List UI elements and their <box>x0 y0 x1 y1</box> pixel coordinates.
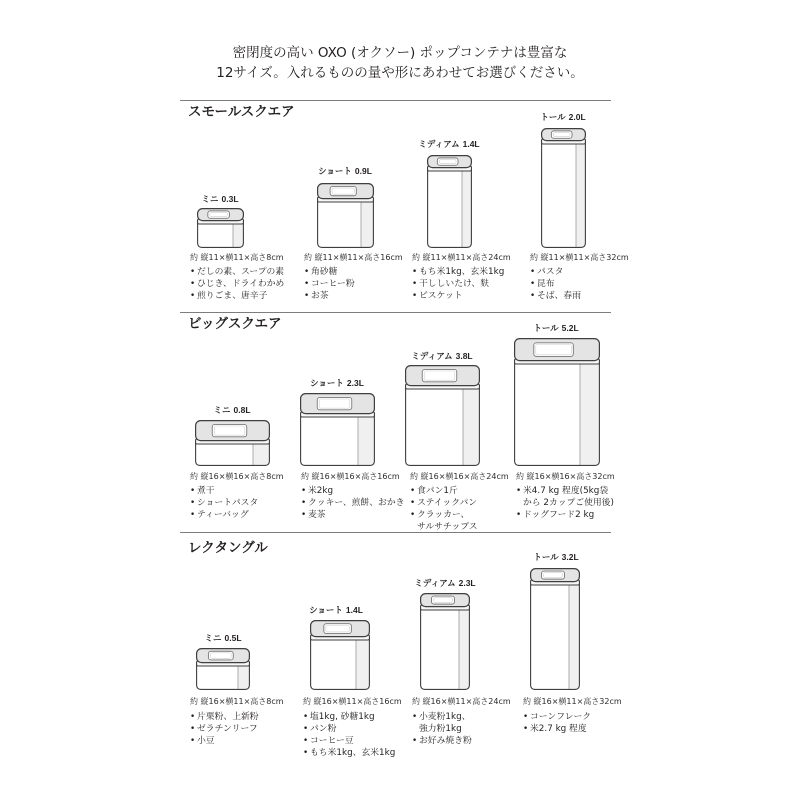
volume: 0.5L <box>224 633 242 643</box>
use-list <box>523 711 591 735</box>
use-item: • 米2.7 kg 程度 <box>523 723 591 735</box>
dimensions: 約 縦11×横11×高さ32cm <box>530 253 629 262</box>
container-illustration <box>514 338 600 466</box>
container-illustration <box>196 648 250 690</box>
use-item: • コーンフレーク <box>523 711 591 723</box>
use-item: • 片栗粉、上新粉 <box>190 711 259 723</box>
use-item: • 煎りごま、唐辛子 <box>190 290 284 302</box>
volume: 1.4L <box>462 139 480 149</box>
size-label <box>318 166 372 178</box>
use-list <box>304 266 355 302</box>
container-side-face <box>459 610 469 689</box>
volume: 3.8L <box>455 351 473 361</box>
use-list <box>410 485 478 533</box>
use-item: • パスタ <box>530 266 581 278</box>
size-name: ミディアム <box>411 352 453 362</box>
size-name: ミディアム <box>414 579 456 589</box>
section-title-rectangle: レクタングル <box>188 540 268 556</box>
size-name: ショート <box>310 379 344 389</box>
use-item: • もち米1kg、玄米1kg <box>303 747 395 759</box>
dimensions: 約 縦11×横11×高さ8cm <box>190 253 284 262</box>
use-list <box>412 266 504 302</box>
volume: 0.3L <box>221 194 239 204</box>
volume: 1.4L <box>345 605 363 615</box>
size-label <box>418 139 479 151</box>
size-name: ショート <box>309 606 343 616</box>
section-title-small-square: スモールスクエア <box>188 104 295 120</box>
use-item: • ゼラチンリーフ <box>190 723 259 735</box>
size-label <box>310 378 364 390</box>
use-item: • 角砂糖 <box>304 266 355 278</box>
pop-button <box>542 571 565 579</box>
use-list <box>190 711 259 747</box>
size-name: トール <box>533 324 559 334</box>
dimensions: 約 縦16×横11×高さ16cm <box>303 697 402 706</box>
dimensions: 約 縦16×横16×高さ32cm <box>516 472 615 481</box>
container-illustration <box>420 593 470 690</box>
use-item: • コーヒー豆 <box>303 735 395 747</box>
size-name: ミディアム <box>418 140 460 150</box>
size-name: ミニ <box>213 406 231 416</box>
container-side-face <box>569 585 579 689</box>
size-label <box>414 578 475 590</box>
use-list <box>303 711 395 759</box>
use-item: • 煮干 <box>190 485 258 497</box>
use-item: • 小麦粉1kg、 強力粉1kg <box>412 711 472 735</box>
size-label <box>309 605 363 617</box>
container-side-face <box>361 202 373 247</box>
use-item: • 干ししいたけ、麩 <box>412 278 504 290</box>
pop-button <box>432 596 455 604</box>
container-side-face <box>580 364 599 465</box>
section-divider <box>180 532 611 533</box>
size-name: ミニ <box>204 634 222 644</box>
use-item: • クッキー、煎餅、おかき <box>301 497 404 509</box>
use-list <box>301 485 404 521</box>
container-side-face <box>238 666 249 689</box>
use-item: • ステイックパン <box>410 497 478 509</box>
intro-line-1: 密閉度の高い OXO (オクソー) ポップコンテナは豊富な <box>232 45 568 61</box>
container-side-face <box>356 640 369 689</box>
volume: 2.3L <box>346 378 364 388</box>
container-illustration <box>195 420 270 466</box>
container-side-face <box>358 417 374 465</box>
container-side-face <box>463 389 479 465</box>
dimensions: 約 縦16×横11×高さ32cm <box>523 697 622 706</box>
size-label <box>213 405 250 417</box>
dimensions: 約 縦16×横16×高さ8cm <box>190 472 284 481</box>
dimensions: 約 縦16×横11×高さ8cm <box>190 697 284 706</box>
volume: 3.2L <box>561 552 579 562</box>
container-illustration <box>530 568 580 690</box>
use-item: • 麦茶 <box>301 509 404 521</box>
size-label <box>533 323 578 335</box>
use-item: • お好み焼き粉 <box>412 735 472 747</box>
use-item: • ドッグフード2 kg <box>516 509 614 521</box>
container-side-face <box>462 171 471 247</box>
use-list <box>516 485 614 521</box>
dimensions: 約 縦11×横11×高さ24cm <box>412 253 511 262</box>
use-item: • コーヒー粉 <box>304 278 355 290</box>
size-name: ミニ <box>201 195 219 205</box>
size-label <box>411 351 472 363</box>
container-illustration <box>405 365 480 466</box>
use-item: • 昆布 <box>530 278 581 290</box>
container-illustration <box>317 183 374 248</box>
intro-line-2: 12サイズ。入れるものの量や形にあわせてお選びください。 <box>216 65 584 81</box>
use-item: • そば、春雨 <box>530 290 581 302</box>
dimensions: 約 縦16×横16×高さ24cm <box>410 472 509 481</box>
use-item: • ビスケット <box>412 290 504 302</box>
container-side-face <box>253 444 269 465</box>
use-item: • ショートパスタ <box>190 497 258 509</box>
section-divider <box>180 100 611 101</box>
volume: 5.2L <box>561 323 579 333</box>
size-label <box>533 552 578 564</box>
use-item: • ひじき、ドライわかめ <box>190 278 284 290</box>
size-label <box>204 633 241 645</box>
section-divider <box>180 312 611 313</box>
use-item: • 食パン1斤 <box>410 485 478 497</box>
use-item: • 小豆 <box>190 735 259 747</box>
use-item: • 米2kg <box>301 485 404 497</box>
use-item: • 米4.7 kg 程度(5kg袋 から 2カップご使用後) <box>516 485 614 509</box>
use-list <box>190 485 258 521</box>
container-illustration <box>310 620 370 690</box>
volume: 2.0L <box>568 112 586 122</box>
dimensions: 約 縦16×横16×高さ16cm <box>301 472 400 481</box>
pop-button <box>534 343 574 357</box>
use-item: • ティーバッグ <box>190 509 258 521</box>
use-item: • お茶 <box>304 290 355 302</box>
pop-button <box>208 211 230 218</box>
container-illustration <box>427 155 472 248</box>
dimensions: 約 縦11×横11×高さ16cm <box>304 253 403 262</box>
container-illustration <box>541 128 586 248</box>
container-side-face <box>233 224 243 247</box>
use-item: • パン粉 <box>303 723 395 735</box>
size-name: トール <box>533 553 559 563</box>
volume: 0.9L <box>354 166 372 176</box>
use-item: • 塩1kg, 砂糖1kg <box>303 711 395 723</box>
pop-button <box>437 158 458 165</box>
volume: 0.8L <box>233 405 251 415</box>
section-title-big-square: ビッグスクエア <box>188 316 282 332</box>
volume: 2.3L <box>458 578 476 588</box>
container-illustration <box>197 208 244 248</box>
size-label <box>201 194 238 206</box>
pop-button <box>551 131 572 138</box>
dimensions: 約 縦16×横11×高さ24cm <box>412 697 511 706</box>
size-name: トール <box>540 113 566 123</box>
container-side-face <box>576 144 585 247</box>
use-list <box>190 266 284 302</box>
use-item: • クラッカー、 サルサチップス <box>410 509 478 533</box>
size-name: ショート <box>318 167 352 177</box>
use-list <box>530 266 581 302</box>
use-item: • もち米1kg、玄米1kg <box>412 266 504 278</box>
container-illustration <box>300 393 375 466</box>
use-item: • だしの素、スープの素 <box>190 266 284 278</box>
use-list <box>412 711 472 747</box>
size-label <box>540 112 585 124</box>
